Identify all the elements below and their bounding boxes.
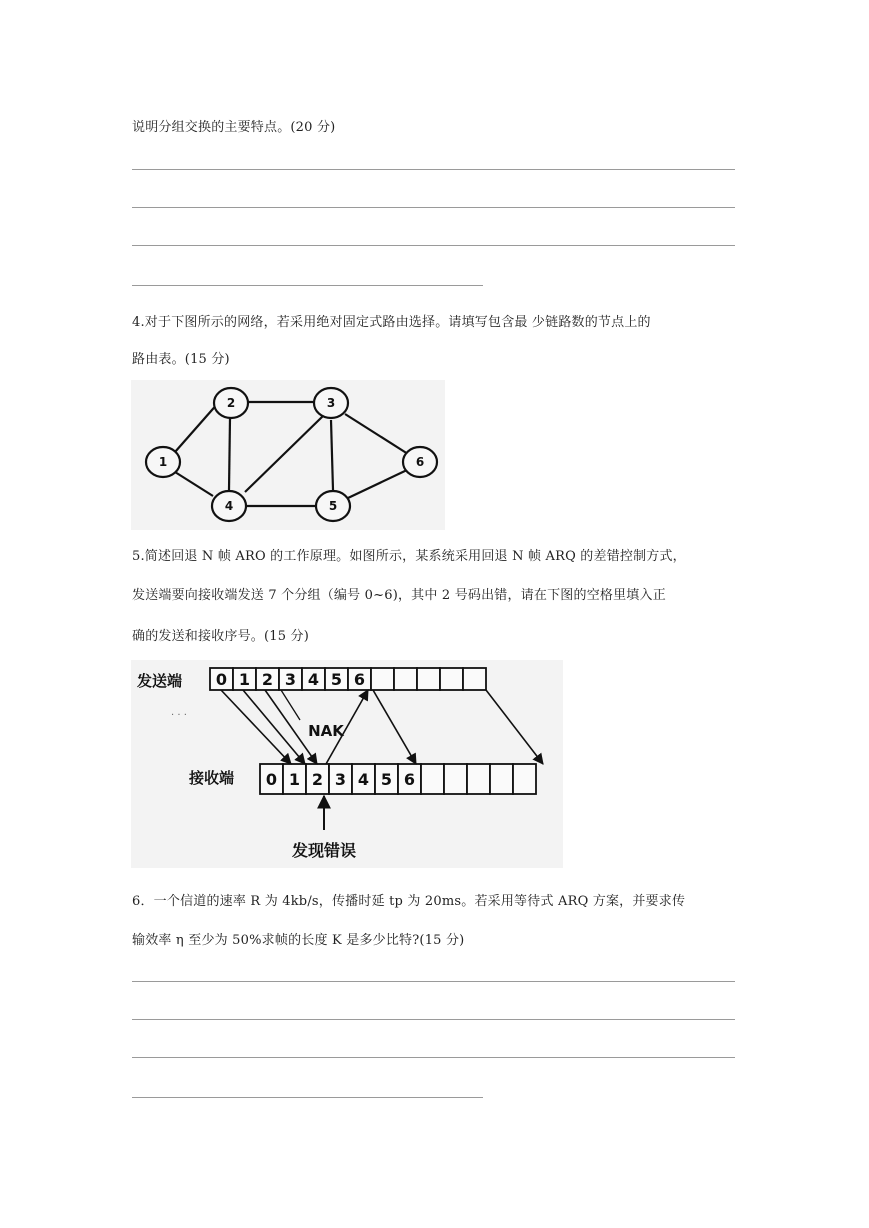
sender-frame-cell-label: 1 (238, 670, 251, 689)
answer-line (132, 207, 735, 208)
sender-frame-cell-label: 2 (261, 670, 274, 689)
frame-arrow-0 (221, 690, 291, 764)
edge-2-4 (229, 418, 230, 490)
sender-frame-cell-label: 6 (353, 670, 366, 689)
node-label: 6 (415, 455, 425, 469)
receiver-frame-cell (513, 764, 536, 794)
frame-arrow-1 (243, 690, 305, 764)
answer-line (132, 1019, 735, 1020)
sender-frame-cell (440, 668, 463, 690)
scan-speck: · · · (171, 710, 187, 721)
question-3-text: 说明分组交换的主要特点。(20 分) (132, 120, 336, 135)
node-label: 3 (326, 396, 336, 410)
answer-line (132, 981, 735, 982)
question-6-text-line2: 输效率 η 至少为 50%求帧的长度 K 是多少比特?(15 分) (132, 933, 465, 948)
receiver-frame-cell-label: 5 (380, 770, 393, 789)
receiver-frame-cell (421, 764, 444, 794)
receiver-frame-cell-label: 1 (288, 770, 301, 789)
nak-label: NAK (308, 722, 344, 740)
receiver-frame-cell-label: 6 (403, 770, 416, 789)
receiver-frame-cell (490, 764, 513, 794)
receiver-frame-cell-label: 0 (265, 770, 278, 789)
question-4-text-line1: 4.对于下图所示的网络，若采用绝对固定式路由选择。请填写包含最 少链路数的节点上的 (132, 315, 651, 330)
sender-frame-cell-label: 5 (330, 670, 343, 689)
node-label: 2 (226, 396, 236, 410)
go-back-n-svg (131, 660, 563, 868)
retransmit-arrow (486, 690, 543, 764)
sender-frame-cell-label: 3 (284, 670, 297, 689)
sender-frame-cell (463, 668, 486, 690)
error-label: 发现错误 (291, 841, 357, 860)
edge-4-3 (245, 416, 323, 492)
node-label: 5 (328, 499, 338, 513)
answer-line (132, 285, 483, 286)
node-label: 1 (158, 455, 168, 469)
frame-arrow-6 (373, 690, 416, 764)
node-label: 4 (224, 499, 234, 513)
question-6-text-line1: 6．一个信道的速率 R 为 4kb/s，传播时延 tp 为 20ms。若采用等待式 ARQ 方案，并要求传 (132, 894, 686, 909)
network-graph (131, 380, 445, 530)
sender-frame-cell (394, 668, 417, 690)
sender-label: 发送端 (137, 672, 183, 690)
edge-3-6 (345, 414, 408, 454)
question-5-text-line3: 确的发送和接收序号。(15 分) (132, 629, 310, 644)
question-5-text-line1: 5.简述回退 N 帧 ARO 的工作原理。如图所示，某系统采用回退 N 帧 ARQ 的差错控制方式， (132, 549, 686, 564)
edge-2-1 (175, 402, 219, 452)
sender-frame-cell-label: 0 (215, 670, 228, 689)
network-graph-figure (131, 380, 445, 530)
answer-line (132, 169, 735, 170)
receiver-label: 接收端 (189, 769, 235, 787)
go-back-n-diagram (131, 660, 563, 868)
question-5-text-line2: 发送端要向接收端发送 7 个分组（编号 0~6)，其中 2 号码出错，请在下图的空格里填入正 (132, 588, 666, 603)
receiver-frame-cell-label: 2 (311, 770, 324, 789)
sender-frame-cell (371, 668, 394, 690)
receiver-frame-cell-label: 3 (334, 770, 347, 789)
sender-frame-cell-label: 4 (307, 670, 320, 689)
edge-1-4 (175, 472, 213, 496)
answer-line (132, 245, 735, 246)
receiver-frame-cell-label: 4 (357, 770, 370, 789)
question-4-text-line2: 路由表。(15 分) (132, 352, 230, 367)
answer-line (132, 1057, 735, 1058)
edge-5-6 (348, 470, 407, 498)
receiver-frame-cell (444, 764, 467, 794)
edge-3-5 (331, 420, 333, 490)
receiver-frame-cell (467, 764, 490, 794)
answer-line (132, 1097, 483, 1098)
sender-frame-cell (417, 668, 440, 690)
